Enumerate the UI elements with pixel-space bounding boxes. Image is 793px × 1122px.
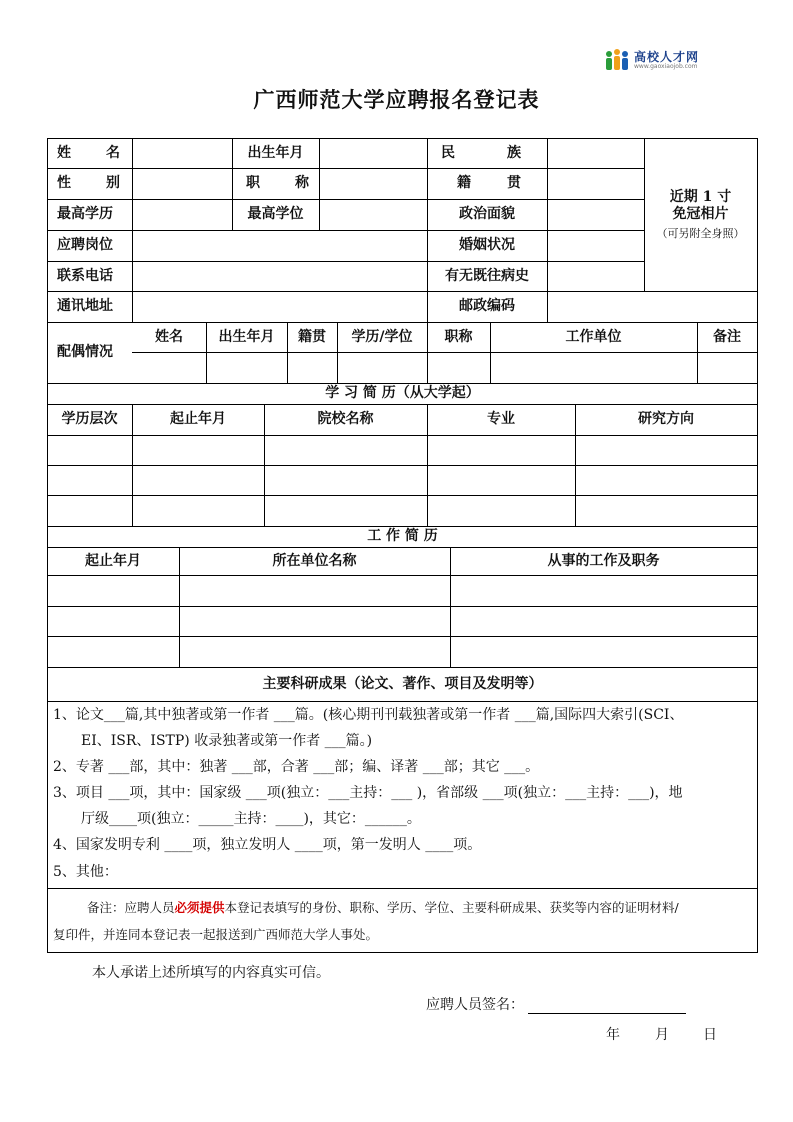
spouse-header-title: 职称 [444, 328, 473, 345]
label-phone: 联系电话 [57, 267, 113, 284]
row-line [47, 701, 758, 702]
label-name-char-2: 名 [106, 144, 120, 161]
study-header-dates: 起止年月 [170, 411, 226, 428]
label-education: 最高学历 [57, 206, 113, 223]
label-gender-char-1: 性 [57, 175, 71, 192]
label-spouse: 配偶情况 [57, 344, 113, 361]
study-section-title: 学 习 简 历（从大学起） [325, 385, 480, 402]
note-emphasis: 必须提供 [174, 900, 225, 915]
spouse-header-name: 姓名 [155, 328, 183, 345]
label-native-place-char-1: 籍 [457, 175, 471, 192]
label-job-title-char-1: 职 [246, 175, 260, 192]
site-logo [604, 46, 704, 74]
photo-line-3: （可另附全身照） [656, 226, 745, 240]
page-title: 广西师范大学应聘报名登记表 [253, 87, 540, 112]
row-line [47, 606, 758, 607]
note-prefix: 备注：应聘人员 [87, 900, 175, 915]
study-header-major: 专业 [487, 411, 515, 428]
row-line [132, 352, 758, 353]
research-line-6: 4、国家发明专利 ____项，独立发明人 ____项，第一发明人 ____项。 [53, 837, 482, 853]
label-native-place [427, 168, 547, 199]
col-line [547, 138, 548, 322]
row-line [47, 199, 644, 200]
logo-brand-text: 高校人才网 [634, 50, 700, 64]
photo-line-1: 近期 1 寸 [669, 189, 732, 206]
label-address: 通讯地址 [57, 298, 113, 315]
label-ethnicity-char-1: 民 [441, 144, 455, 161]
label-name-char-1: 姓 [57, 144, 71, 161]
spouse-header-native: 籍贯 [298, 328, 326, 345]
row-line [47, 230, 644, 231]
label-ethnicity-char-2: 族 [507, 144, 521, 161]
form-border-bottom [47, 952, 758, 953]
label-degree: 最高学位 [247, 206, 304, 223]
date-day: 日 [703, 1027, 717, 1043]
note-line-1 [53, 894, 753, 921]
date-month: 月 [655, 1027, 669, 1043]
research-line-1: 1、论文___篇,其中独著或第一作者 ___篇。(核心期刊刊载独著或第一作者 ___篇,国际四大索引(SCI、 [53, 707, 684, 723]
study-header-school: 院校名称 [317, 411, 374, 428]
research-line-7: 5、其他： [53, 864, 118, 880]
row-line [47, 291, 758, 292]
row-line [47, 636, 758, 637]
label-medical-history: 有无既往病史 [445, 267, 529, 284]
row-line [47, 888, 758, 889]
note-block [53, 894, 753, 948]
col-line [319, 138, 320, 230]
research-line-5: 厅级____项(独立：_____主持：____)，其它：______。 [81, 811, 421, 827]
row-line [47, 435, 758, 436]
research-line-4: 3、项目 ___项，其中：国家级 ___项(独立：___主持：___ )，省部级 ___项(独立：___主持：___)，地 [53, 785, 683, 801]
signature-line[interactable] [528, 999, 686, 1014]
label-job-title-char-2: 称 [295, 175, 309, 192]
research-line-3: 2、专著 ___部，其中：独著 ___部，合著 ___部；编、译著 ___部；其它 ___。 [53, 759, 540, 775]
spouse-header-birth: 出生年月 [218, 328, 275, 345]
work-header-duties: 从事的工作及职务 [547, 552, 660, 569]
signature-row [426, 994, 686, 1014]
logo-url-text: www.gaoxiaojob.com [634, 63, 698, 70]
row-line [47, 465, 758, 466]
row-line [47, 261, 644, 262]
study-header-level: 学历层次 [61, 411, 118, 428]
label-political: 政治面貌 [459, 206, 515, 223]
photo-box [644, 138, 757, 291]
label-name [47, 138, 132, 168]
work-header-employer: 所在单位名称 [272, 552, 357, 569]
label-native-place-char-2: 贯 [507, 175, 521, 192]
work-header-dates: 起止年月 [85, 552, 141, 569]
col-line [132, 138, 133, 322]
row-line [47, 495, 758, 496]
research-line-2: EI、ISR、ISTP) 收录独著或第一作者 ___篇。) [81, 733, 373, 749]
signature-label: 应聘人员签名： [426, 997, 524, 1013]
label-job-title [232, 168, 319, 199]
photo-line-2: 免冠相片 [672, 205, 729, 222]
label-gender-char-2: 别 [106, 175, 120, 192]
label-gender [47, 168, 132, 199]
note-line-2: 复印件，并连同本登记表一起报送到广西师范大学人事处。 [53, 927, 379, 942]
label-birth: 出生年月 [247, 144, 304, 161]
date-year: 年 [606, 1027, 620, 1043]
work-section-title: 工 作 简 历 [367, 528, 438, 545]
label-position: 应聘岗位 [57, 237, 113, 254]
spouse-header-remarks: 备注 [713, 328, 741, 345]
spouse-header-education: 学历/学位 [351, 328, 413, 345]
pledge-text: 本人承诺上述所填写的内容真实可信。 [92, 965, 330, 981]
label-marital: 婚姻状况 [459, 237, 515, 254]
research-section-title: 主要科研成果（论文、著作、项目及发明等） [262, 675, 543, 692]
row-line [47, 575, 758, 576]
row-line [47, 168, 644, 169]
label-ethnicity [427, 138, 547, 168]
spouse-header-employer: 工作单位 [565, 328, 622, 345]
label-postcode: 邮政编码 [459, 298, 515, 315]
study-header-research: 研究方向 [638, 411, 694, 428]
logo-figures-icon [604, 48, 630, 72]
note-rest: 本登记表填写的身份、职称、学历、学位、主要科研成果、获奖等内容的证明材料/ [224, 900, 679, 915]
registration-form [47, 138, 758, 953]
